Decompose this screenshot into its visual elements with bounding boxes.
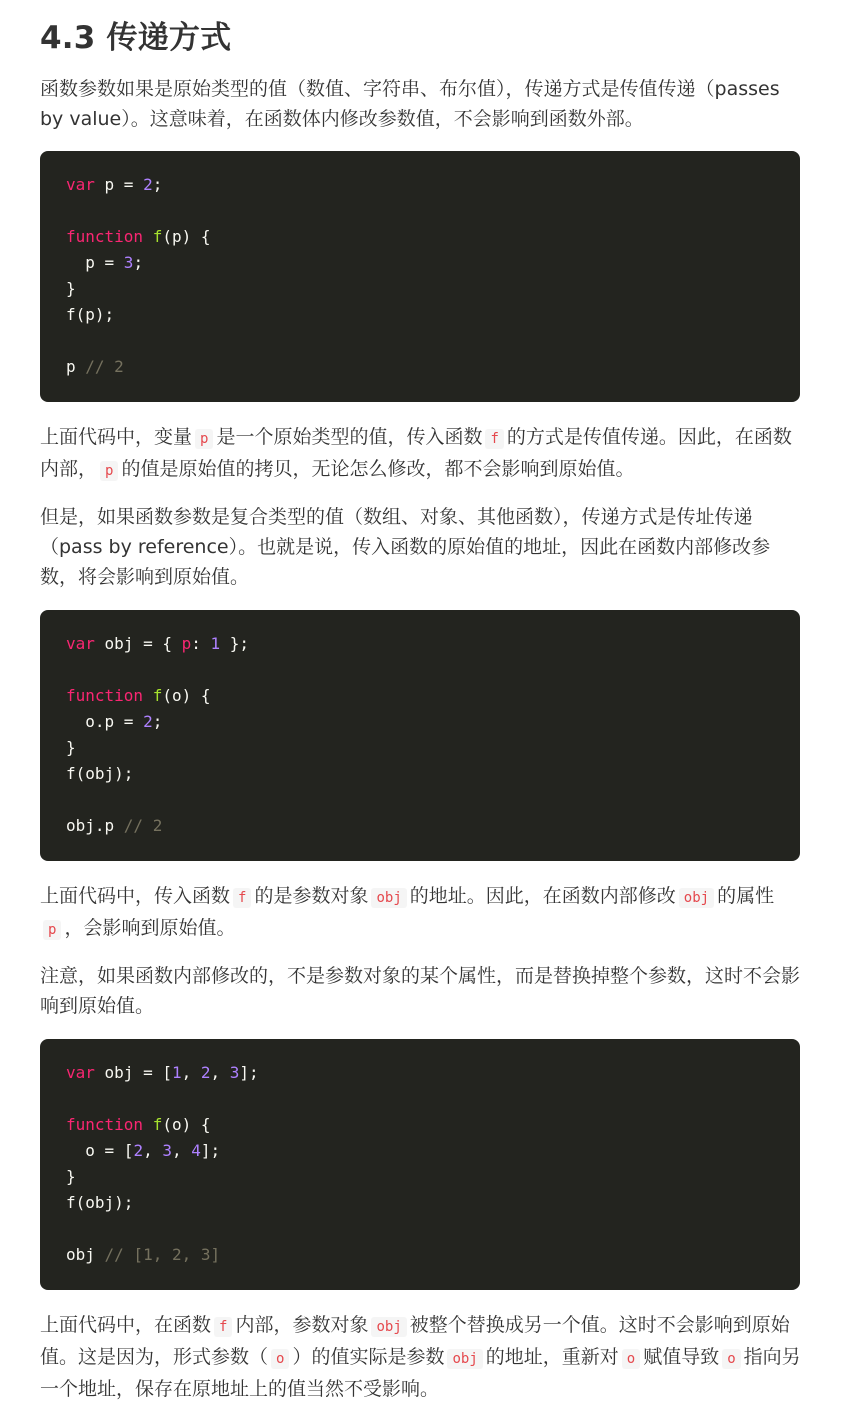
code-line (66, 1242, 774, 1268)
code-token: p = (94, 175, 144, 194)
code-token: 1 (210, 634, 221, 653)
paragraph-text: 但是，如果函数参数是复合类型的值（数组、对象、其他函数），传递方式是传址传递（pass by reference）。也就是说，传入函数的原始值的地址，因此在函数内部修改参数，将会影响到原始值。 (40, 506, 771, 588)
code-token: (p) { (162, 227, 211, 246)
code-token: obj = [ (94, 1063, 172, 1082)
code-line (66, 224, 774, 250)
paragraph-text: 赋值导致 (643, 1346, 720, 1368)
code-token: function (66, 686, 144, 705)
code-token: obj (66, 1245, 105, 1264)
paragraph-text: 的地址，重新对 (485, 1346, 619, 1368)
code-token: 3 (162, 1141, 172, 1160)
code-line (66, 302, 774, 328)
paragraph-text: 指向另一个地址，保存在原地址上的值当然不受影响。 (40, 1346, 801, 1400)
inline-code: f (214, 1317, 232, 1337)
code-token: ]; (200, 1141, 221, 1160)
code-token: } (66, 738, 76, 757)
code-line (66, 709, 774, 735)
paragraph-pass-by-value (40, 74, 802, 134)
code-token: p (181, 634, 192, 653)
code-line (66, 761, 774, 787)
code-token: , (181, 1063, 201, 1082)
inline-code: o (271, 1349, 289, 1369)
code-token (143, 1115, 153, 1134)
inline-code: p (100, 461, 118, 481)
code-token: }; (220, 634, 250, 653)
code-token: obj.p (66, 816, 124, 835)
code-token: (o) { (162, 686, 211, 705)
code-line (66, 1086, 774, 1112)
code-token (143, 227, 153, 246)
code-token: 3 (123, 253, 134, 272)
paragraph-replace-explanation (40, 1310, 802, 1404)
code-token: , (143, 1141, 163, 1160)
section-heading: 4.3 传递方式 (40, 20, 232, 56)
paragraph-text: ）的值实际是参数 (292, 1346, 445, 1368)
code-token: // 2 (85, 357, 124, 376)
code-token: var (66, 175, 95, 194)
code-token: ; (152, 175, 163, 194)
paragraph-text: 是一个原始类型的值，传入函数 (216, 426, 483, 448)
code-line (66, 198, 774, 224)
code-line (66, 172, 774, 198)
code-line (66, 813, 774, 839)
paragraph-primitive-explanation (40, 422, 802, 486)
code-token: // [1, 2, 3] (104, 1245, 221, 1264)
code-token: 2 (143, 175, 153, 194)
code-token: f (152, 227, 163, 246)
paragraph-replace-note (40, 961, 802, 1021)
code-line (66, 1216, 774, 1242)
inline-code: obj (371, 1317, 406, 1337)
code-line (66, 657, 774, 683)
inline-code: o (622, 1349, 640, 1369)
paragraph-text: 内部，参数对象 (235, 1314, 369, 1336)
code-line (66, 328, 774, 354)
paragraph-text: 函数参数如果是原始类型的值（数值、字符串、布尔值），传递方式是传值传递（passes by value）。这意味着，在函数体内修改参数值，不会影响到函数外部。 (40, 78, 780, 130)
inline-code: p (195, 429, 213, 449)
code-token: function (66, 227, 144, 246)
inline-code: obj (679, 888, 714, 908)
code-token: (o) { (162, 1115, 211, 1134)
code-token: o = [ (66, 1141, 134, 1160)
code-token: 2 (133, 1141, 144, 1160)
code-token: obj = { (94, 634, 182, 653)
inline-code: f (233, 888, 251, 908)
code-block-replace (40, 1039, 800, 1290)
paragraph-text: 被整个替换成另一个值。这时不会影响到原始值。这是因为，形式参数（ (40, 1314, 790, 1368)
code-line (66, 631, 774, 657)
code-token: f(obj); (66, 1193, 134, 1212)
code-token: ; (152, 712, 163, 731)
paragraph-text: 的地址。因此，在函数内部修改 (409, 885, 676, 907)
code-token: p (66, 357, 86, 376)
code-line (66, 1138, 774, 1164)
code-block-primitive (40, 151, 800, 402)
inline-code: p (43, 920, 61, 940)
paragraph-pass-by-reference (40, 502, 802, 592)
code-token: 2 (200, 1063, 211, 1082)
code-token (143, 686, 153, 705)
code-token: : (191, 634, 211, 653)
code-token: 3 (229, 1063, 240, 1082)
code-line (66, 683, 774, 709)
code-token: var (66, 1063, 95, 1082)
inline-code: f (485, 429, 503, 449)
inline-code: obj (371, 888, 406, 908)
code-token: f(obj); (66, 764, 134, 783)
paragraph-text: 上面代码中，变量 (40, 426, 193, 448)
code-token: o.p = (66, 712, 144, 731)
code-token: } (66, 279, 76, 298)
code-line (66, 1112, 774, 1138)
paragraph-text: 的方式是传值传递。因此，在函数内部， (40, 426, 792, 480)
code-token: p = (66, 253, 124, 272)
code-token: 2 (143, 712, 153, 731)
code-line (66, 787, 774, 813)
code-token: var (66, 634, 95, 653)
code-line (66, 1190, 774, 1216)
paragraph-text: 注意，如果函数内部修改的，不是参数对象的某个属性，而是替换掉整个参数，这时不会影响到原始值。 (40, 965, 801, 1017)
code-token: f (152, 1115, 163, 1134)
code-line (66, 250, 774, 276)
code-line (66, 276, 774, 302)
code-token: 1 (171, 1063, 182, 1082)
paragraph-text: 的值是原始值的拷贝，无论怎么修改，都不会影响到原始值。 (121, 458, 635, 480)
code-line (66, 1060, 774, 1086)
paragraph-text: 上面代码中，在函数 (40, 1314, 212, 1336)
paragraph-text: 的属性 (717, 885, 775, 907)
code-token: // 2 (123, 816, 163, 835)
code-token: , (210, 1063, 230, 1082)
paragraph-text: 的是参数对象 (254, 885, 369, 907)
paragraph-text: ，会影响到原始值。 (64, 917, 236, 939)
paragraph-object-explanation (40, 881, 802, 945)
code-line (66, 1164, 774, 1190)
code-token: f(p); (66, 305, 115, 324)
inline-code: obj (447, 1349, 482, 1369)
code-token: } (66, 1167, 76, 1186)
code-token: , (171, 1141, 192, 1160)
code-token: 4 (191, 1141, 201, 1160)
code-block-object (40, 610, 800, 861)
code-token: f (152, 686, 163, 705)
code-line (66, 735, 774, 761)
paragraph-text: 上面代码中，传入函数 (40, 885, 231, 907)
inline-code: o (722, 1349, 740, 1369)
code-token: ; (133, 253, 144, 272)
code-line (66, 354, 774, 380)
code-token: function (66, 1115, 144, 1134)
code-token: ]; (239, 1063, 259, 1082)
